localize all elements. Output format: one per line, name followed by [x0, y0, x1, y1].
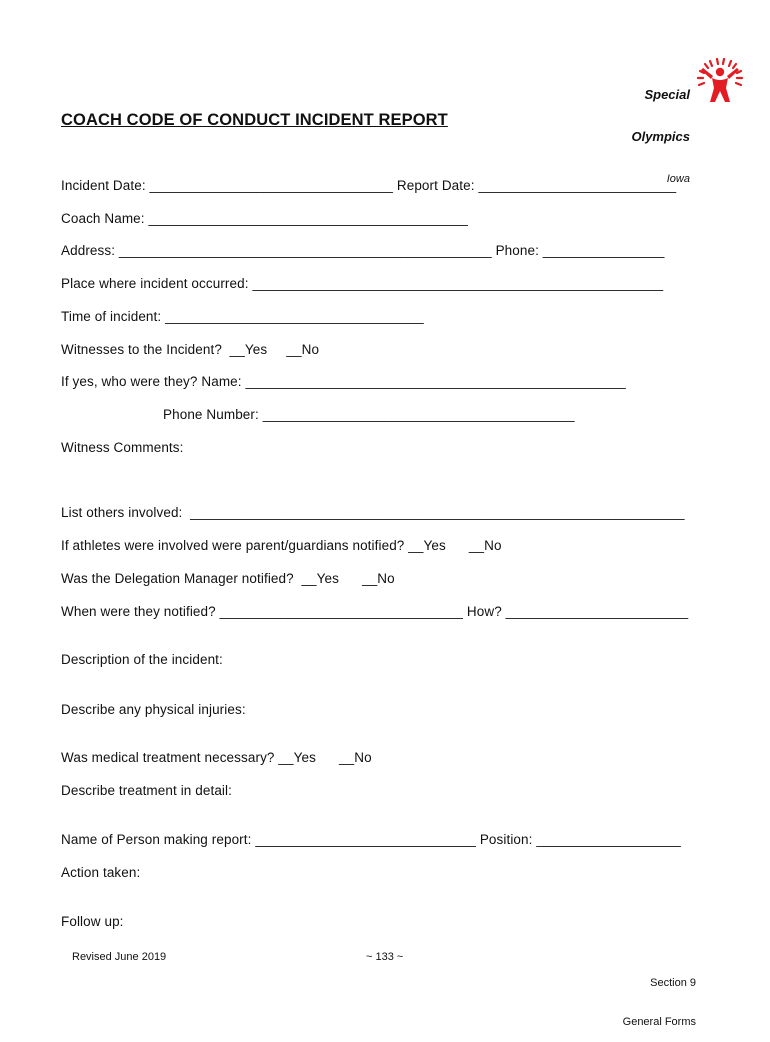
- special-olympics-logo: [612, 58, 747, 185]
- page-number: ~ 133 ~: [366, 951, 404, 963]
- section-label: [623, 951, 696, 1042]
- others-involved-line: List others involved: _________________________________________________________________: [61, 505, 685, 520]
- page-title: COACH CODE OF CONDUCT INCIDENT REPORT: [61, 111, 448, 129]
- follow-up-label: Follow up:: [61, 914, 124, 929]
- place-line: Place where incident occurred: ______________________________________________________: [61, 276, 664, 291]
- incident-description-label: Description of the incident:: [61, 652, 223, 667]
- witness-phone-line: Phone Number: _________________________________________: [163, 407, 575, 422]
- special-olympics-figure-icon: [695, 58, 745, 106]
- when-notified-line: When were they notified? ________________________________ How? ________________________: [61, 604, 689, 619]
- revised-date: Revised June 2019: [72, 951, 167, 963]
- section-number: Section 9: [650, 977, 696, 989]
- witnesses-line: Witnesses to the Incident? __Yes __No: [61, 342, 320, 357]
- physical-injuries-label: Describe any physical injuries:: [61, 702, 246, 717]
- medical-treatment-line: Was medical treatment necessary? __Yes __No: [61, 750, 372, 765]
- coach-name-line: Coach Name: __________________________________________: [61, 211, 469, 226]
- logo-line-iowa: Iowa: [666, 173, 690, 185]
- parents-notified-line: If athletes were involved were parent/guardians notified? __Yes __No: [61, 538, 502, 553]
- logo-line-special: Special: [644, 87, 690, 102]
- witness-comments-label: Witness Comments:: [61, 440, 184, 455]
- logo-line-olympics: Olympics: [631, 129, 690, 144]
- treatment-detail-label: Describe treatment in detail:: [61, 783, 232, 798]
- section-name: General Forms: [622, 1016, 696, 1028]
- reporter-line: Name of Person making report: _____________________________ Position: ___________________: [61, 832, 681, 847]
- action-taken-label: Action taken:: [61, 865, 141, 880]
- witness-name-line: If yes, who were they? Name: __________________________________________________: [61, 374, 626, 389]
- address-line: Address: _________________________________________________ Phone: ________________: [61, 243, 665, 258]
- delegation-notified-line: Was the Delegation Manager notified? __Yes __No: [61, 571, 395, 586]
- time-line: Time of incident: __________________________________: [61, 309, 424, 324]
- incident-date-line: Incident Date: ________________________________ Report Date: __________________________: [61, 178, 677, 193]
